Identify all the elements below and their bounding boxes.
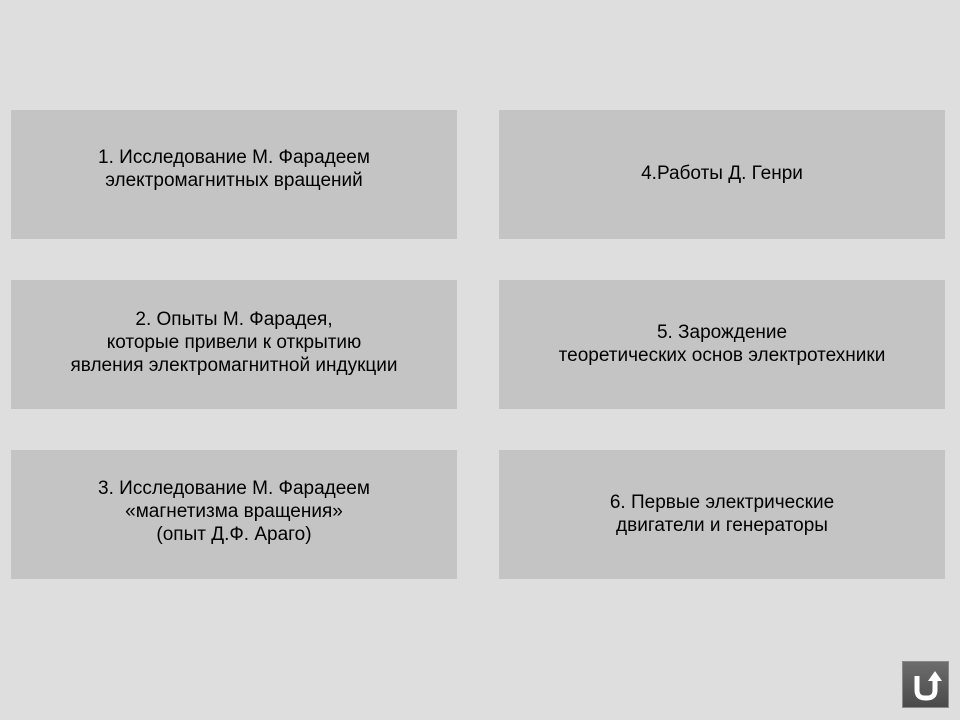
topic-label-6: 6. Первые электрические двигатели и генераторы [609, 491, 835, 536]
topic-label-5: 5. Зарождение теоретических основ электротехники [558, 321, 886, 366]
topic-box-2[interactable] [11, 280, 457, 409]
return-button[interactable] [902, 661, 949, 708]
return-arrow-icon [909, 668, 943, 702]
topic-box-4[interactable] [499, 110, 945, 239]
topic-box-6[interactable] [499, 450, 945, 579]
topic-label-1: 1. Исследование М. Фарадеем электромагнитных вращений [98, 146, 370, 191]
topic-box-5[interactable] [499, 280, 945, 409]
topic-box-3[interactable] [11, 450, 457, 579]
topic-label-2: 2. Опыты М. Фарадея, которые привели к открытию явления электромагнитной индукции [70, 309, 398, 376]
topic-label-3: 3. Исследование М. Фарадеем «магнетизма вращения» (опыт Д.Ф. Араго) [98, 478, 370, 545]
topic-box-1[interactable] [11, 110, 457, 239]
topic-label-4: 4.Работы Д. Генри [641, 163, 803, 184]
